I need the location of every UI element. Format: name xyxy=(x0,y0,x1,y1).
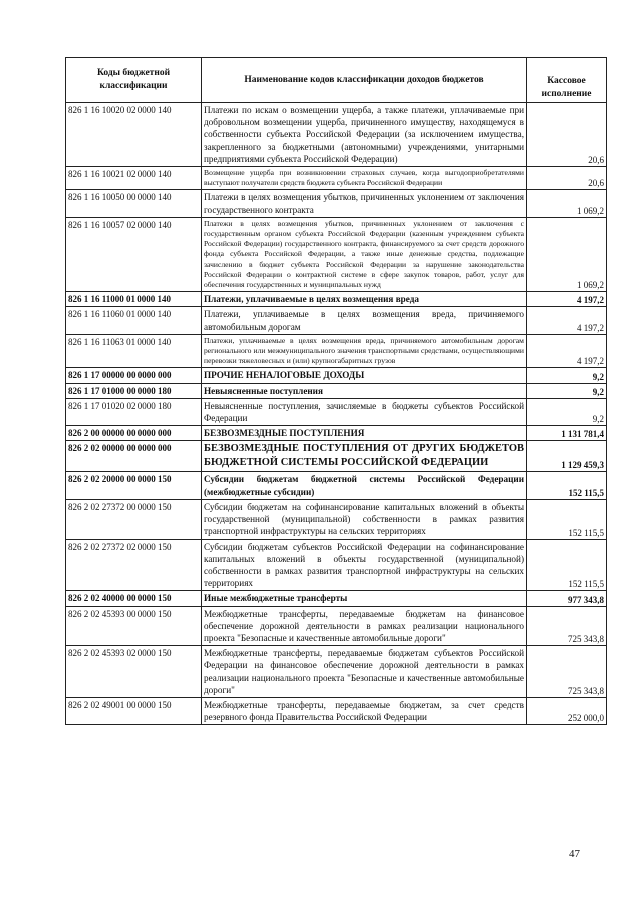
row-amount: 1 069,2 xyxy=(527,190,607,217)
row-name: Возмещение ущерба при возникновении страховых случаев, когда выгодоприобретателями выступают получатели средств бюджета субъекта Российской Федерации xyxy=(202,167,527,190)
row-amount: 1 069,2 xyxy=(527,217,607,291)
row-code: 826 1 16 10021 02 0000 140 xyxy=(66,167,202,190)
row-code: 826 1 17 01020 02 0000 180 xyxy=(66,398,202,425)
row-amount: 9,2 xyxy=(527,368,607,383)
header-names: Наименование кодов классификации доходов бюджетов xyxy=(202,58,527,103)
row-name: Субсидии бюджетам на софинансирование капитальных вложений в объекты государственной (муниципальной) собственности в рамках развития транспортной инфраструктуры на сельских территориях xyxy=(202,499,527,539)
row-amount: 152 115,5 xyxy=(527,472,607,499)
row-name: Платежи в целях возмещения убытков, причиненных уклонением от заключения государственного контракта xyxy=(202,190,527,217)
table-row xyxy=(66,499,607,539)
table-row xyxy=(66,368,607,383)
row-amount: 725 343,8 xyxy=(527,606,607,646)
row-code: 826 2 02 00000 00 0000 000 xyxy=(66,441,202,472)
row-name: Субсидии бюджетам субъектов Российской Федерации на софинансирование капитальных вложений в объекты государственной (муниципальной) собственности в рамках развития транспортной инфраструктуры на сельских территориях xyxy=(202,539,527,591)
table-row xyxy=(66,441,607,472)
row-code: 826 2 02 49001 00 0000 150 xyxy=(66,697,202,724)
row-name: Платежи, уплачиваемые в целях возмещения вреда, причиняемого автомобильным дорогам xyxy=(202,307,527,334)
row-amount: 4 197,2 xyxy=(527,307,607,334)
row-name: БЕЗВОЗМЕЗДНЫЕ ПОСТУПЛЕНИЯ xyxy=(202,426,527,441)
row-name: Невыясненные поступления, зачисляемые в бюджеты субъектов Российской Федерации xyxy=(202,398,527,425)
row-amount: 4 197,2 xyxy=(527,334,607,368)
row-code: 826 1 17 01000 00 0000 180 xyxy=(66,383,202,398)
row-code: 826 2 02 27372 00 0000 150 xyxy=(66,499,202,539)
row-code: 826 1 16 11060 01 0000 140 xyxy=(66,307,202,334)
table-row xyxy=(66,190,607,217)
table-row xyxy=(66,167,607,190)
row-amount: 9,2 xyxy=(527,398,607,425)
table-row xyxy=(66,426,607,441)
row-code: 826 2 02 40000 00 0000 150 xyxy=(66,591,202,606)
row-name: Платежи, уплачиваемые в целях возмещения вреда, причиняемого автомобильным дорогам регионального или межмуниципального значения транспортными средствами, осуществляющими перевозки тяжеловесных и (или) крупногабаритных грузов xyxy=(202,334,527,368)
row-amount: 1 129 459,3 xyxy=(527,441,607,472)
row-name: Межбюджетные трансферты, передаваемые бюджетам на финансовое обеспечение дорожной деятельности в рамках реализации национального проекта "Безопасные и качественные автомобильные дороги" xyxy=(202,606,527,646)
row-name: Платежи по искам о возмещении ущерба, а также платежи, уплачиваемые при добровольном возмещении ущерба, причиненного имуществу, находящемуся в собственности субъекта Российской Федерации (за исключением имущества, закрепленного за бюджетными (автономными) учреждениями, унитарными предприятиями субъекта Российской Федерации) xyxy=(202,103,527,167)
row-name: Субсидии бюджетам бюджетной системы Российской Федерации (межбюджетные субсидии) xyxy=(202,472,527,499)
row-name: Межбюджетные трансферты, передаваемые бюджетам, за счет средств резервного фонда Правительства Российской Федерации xyxy=(202,697,527,724)
row-code: 826 1 16 11063 01 0000 140 xyxy=(66,334,202,368)
table-row xyxy=(66,606,607,646)
row-amount: 20,6 xyxy=(527,167,607,190)
header-amount: Кассовое исполнение xyxy=(527,58,607,103)
page-number: 47 xyxy=(569,848,580,860)
row-amount: 4 197,2 xyxy=(527,292,607,307)
row-amount: 9,2 xyxy=(527,383,607,398)
row-code: 826 1 16 10020 02 0000 140 xyxy=(66,103,202,167)
row-code: 826 2 02 20000 00 0000 150 xyxy=(66,472,202,499)
row-code: 826 1 17 00000 00 0000 000 xyxy=(66,368,202,383)
row-amount: 1 131 781,4 xyxy=(527,426,607,441)
table-row xyxy=(66,334,607,368)
row-code: 826 1 16 10057 02 0000 140 xyxy=(66,217,202,291)
budget-revenue-table xyxy=(65,57,607,725)
row-code: 826 2 02 27372 02 0000 150 xyxy=(66,539,202,591)
row-name: ПРОЧИЕ НЕНАЛОГОВЫЕ ДОХОДЫ xyxy=(202,368,527,383)
table-row xyxy=(66,217,607,291)
table-body xyxy=(66,103,607,725)
table-row xyxy=(66,103,607,167)
table-row xyxy=(66,539,607,591)
header-codes: Коды бюджетной классификации xyxy=(66,58,202,103)
table-row xyxy=(66,591,607,606)
row-code: 826 2 00 00000 00 0000 000 xyxy=(66,426,202,441)
table-row xyxy=(66,307,607,334)
row-amount: 152 115,5 xyxy=(527,499,607,539)
row-name: Межбюджетные трансферты, передаваемые бюджетам субъектов Российской Федерации на финансовое обеспечение дорожной деятельности в рамках реализации национального проекта "Безопасные и качественные автомобильные дороги" xyxy=(202,646,527,698)
row-name: Иные межбюджетные трансферты xyxy=(202,591,527,606)
row-amount: 20,6 xyxy=(527,103,607,167)
table-row xyxy=(66,472,607,499)
row-name: Платежи, уплачиваемые в целях возмещения вреда xyxy=(202,292,527,307)
table-row xyxy=(66,383,607,398)
row-amount: 252 000,0 xyxy=(527,697,607,724)
table-row xyxy=(66,292,607,307)
table-header-row xyxy=(66,58,607,103)
row-code: 826 1 16 10050 00 0000 140 xyxy=(66,190,202,217)
row-name: Невыясненные поступления xyxy=(202,383,527,398)
table-row xyxy=(66,398,607,425)
row-amount: 152 115,5 xyxy=(527,539,607,591)
row-name: Платежи в целях возмещения убытков, причиненных уклонением от заключения с государственным органом субъекта Российской Федерации (казенным учреждением субъекта Российской Федерации) государственного контракта, финансируемого за счет средств дорожного фонда субъекта Российской Федерации, а также иные денежные средства, подлежащие зачислению в бюджет субъекта Российской Федерации за нарушение законодательства Российской Федерации о контрактной системе в сфере закупок товаров, работ, услуг для обеспечения государственных и муниципальных нужд xyxy=(202,217,527,291)
table-row xyxy=(66,646,607,698)
row-code: 826 2 02 45393 00 0000 150 xyxy=(66,606,202,646)
row-code: 826 1 16 11000 01 0000 140 xyxy=(66,292,202,307)
row-amount: 977 343,8 xyxy=(527,591,607,606)
row-amount: 725 343,8 xyxy=(527,646,607,698)
table-row xyxy=(66,697,607,724)
row-name: БЕЗВОЗМЕЗДНЫЕ ПОСТУПЛЕНИЯ ОТ ДРУГИХ БЮДЖЕТОВ БЮДЖЕТНОЙ СИСТЕМЫ РОССИЙСКОЙ ФЕДЕРАЦИИ xyxy=(202,441,527,472)
row-code: 826 2 02 45393 02 0000 150 xyxy=(66,646,202,698)
